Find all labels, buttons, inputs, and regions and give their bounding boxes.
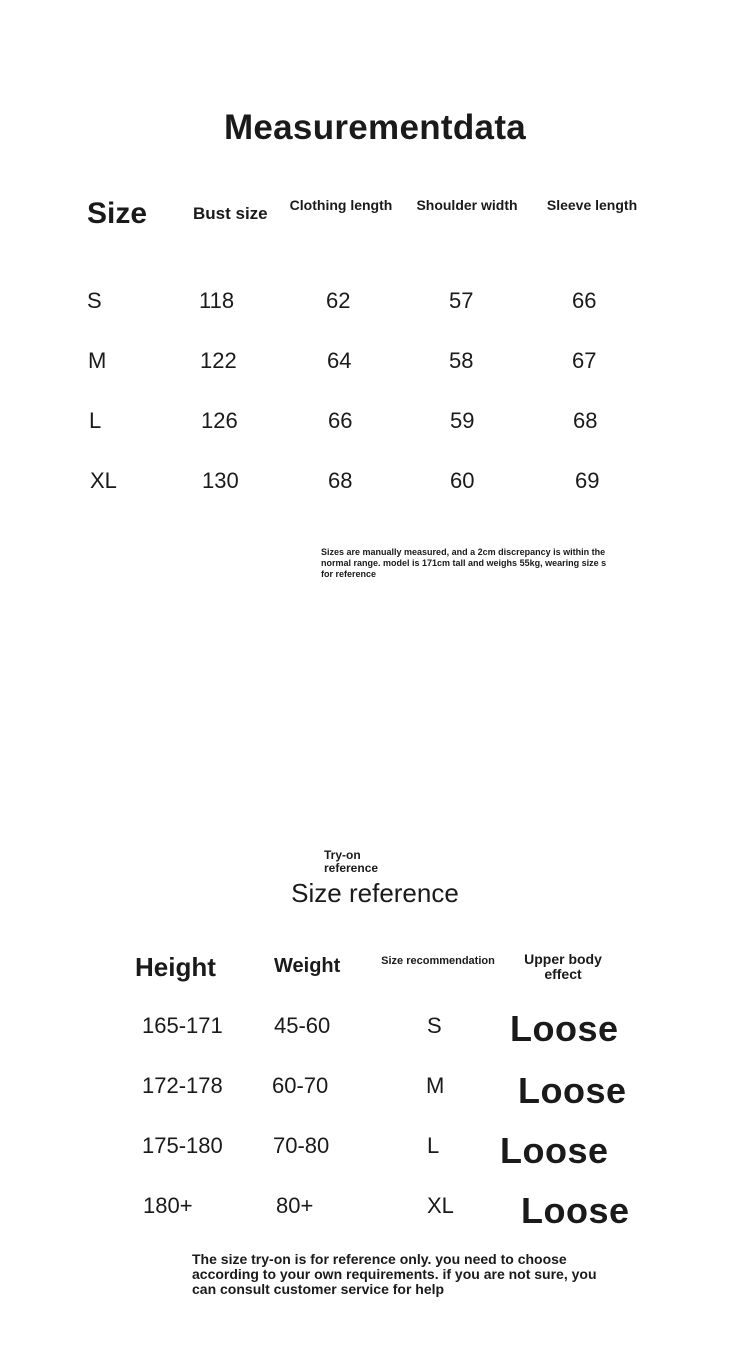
reference-note: The size try-on is for reference only. you need to choose according to your own requirements. if you are not sure, you can consult customer service for help bbox=[192, 1251, 597, 1297]
r-row-weight: 80+ bbox=[276, 1193, 314, 1218]
m-row-sleeve: 69 bbox=[575, 468, 600, 493]
m-row-bust: 126 bbox=[201, 408, 238, 433]
r-row-weight: 45-60 bbox=[274, 1013, 331, 1038]
r-row-size: S bbox=[427, 1013, 442, 1038]
r-row-size: M bbox=[426, 1073, 445, 1098]
r-row-height: 180+ bbox=[143, 1193, 193, 1218]
m-row-sleeve: 67 bbox=[572, 348, 597, 373]
header-weight: Weight bbox=[274, 955, 341, 977]
header-size: Size bbox=[87, 197, 148, 230]
header-height: Height bbox=[135, 952, 216, 982]
m-row-length: 68 bbox=[328, 468, 353, 493]
m-row-shoulder: 58 bbox=[449, 348, 474, 373]
header-size-recommendation: Size recommendation bbox=[381, 955, 495, 967]
m-row-shoulder: 59 bbox=[450, 408, 475, 433]
r-row-size: L bbox=[427, 1133, 440, 1158]
m-row-shoulder: 57 bbox=[449, 288, 474, 313]
m-row-bust: 122 bbox=[200, 348, 237, 373]
header-shoulder-width: Shoulder width bbox=[416, 197, 518, 213]
tryon-label: Try-on reference bbox=[324, 848, 379, 875]
header-sleeve-length: Sleeve length bbox=[546, 197, 638, 213]
r-row-weight: 70-80 bbox=[273, 1133, 330, 1158]
r-row-effect: Loose bbox=[500, 1130, 609, 1171]
header-upper-body-effect: Upper body effect bbox=[524, 951, 602, 982]
m-row-shoulder: 60 bbox=[450, 468, 475, 493]
m-row-length: 66 bbox=[328, 408, 353, 433]
m-row-size: XL bbox=[90, 468, 117, 493]
section-title: Size reference bbox=[291, 878, 459, 908]
r-row-height: 175-180 bbox=[142, 1133, 223, 1158]
header-bust: Bust size bbox=[193, 204, 268, 223]
r-row-weight: 60-70 bbox=[272, 1073, 329, 1098]
r-row-height: 172-178 bbox=[142, 1073, 223, 1098]
m-row-length: 62 bbox=[326, 288, 351, 313]
m-row-bust: 130 bbox=[202, 468, 239, 493]
r-row-height: 165-171 bbox=[142, 1013, 223, 1038]
m-row-size: S bbox=[87, 288, 102, 313]
m-row-size: M bbox=[88, 348, 107, 373]
m-row-sleeve: 68 bbox=[573, 408, 598, 433]
page-title: Measurementdata bbox=[223, 108, 527, 147]
r-row-effect: Loose bbox=[521, 1190, 630, 1231]
measurement-note: Sizes are manually measured, and a 2cm discrepancy is within the normal range. model is 171cm tall and weighs 55kg, wearing size s for reference bbox=[321, 547, 607, 579]
m-row-size: L bbox=[89, 408, 102, 433]
r-row-size: XL bbox=[427, 1193, 454, 1218]
m-row-length: 64 bbox=[327, 348, 352, 373]
m-row-bust: 118 bbox=[199, 288, 235, 313]
m-row-sleeve: 66 bbox=[572, 288, 597, 313]
r-row-effect: Loose bbox=[510, 1008, 619, 1049]
header-clothing-length: Clothing length bbox=[289, 197, 393, 213]
r-row-effect: Loose bbox=[518, 1070, 627, 1111]
